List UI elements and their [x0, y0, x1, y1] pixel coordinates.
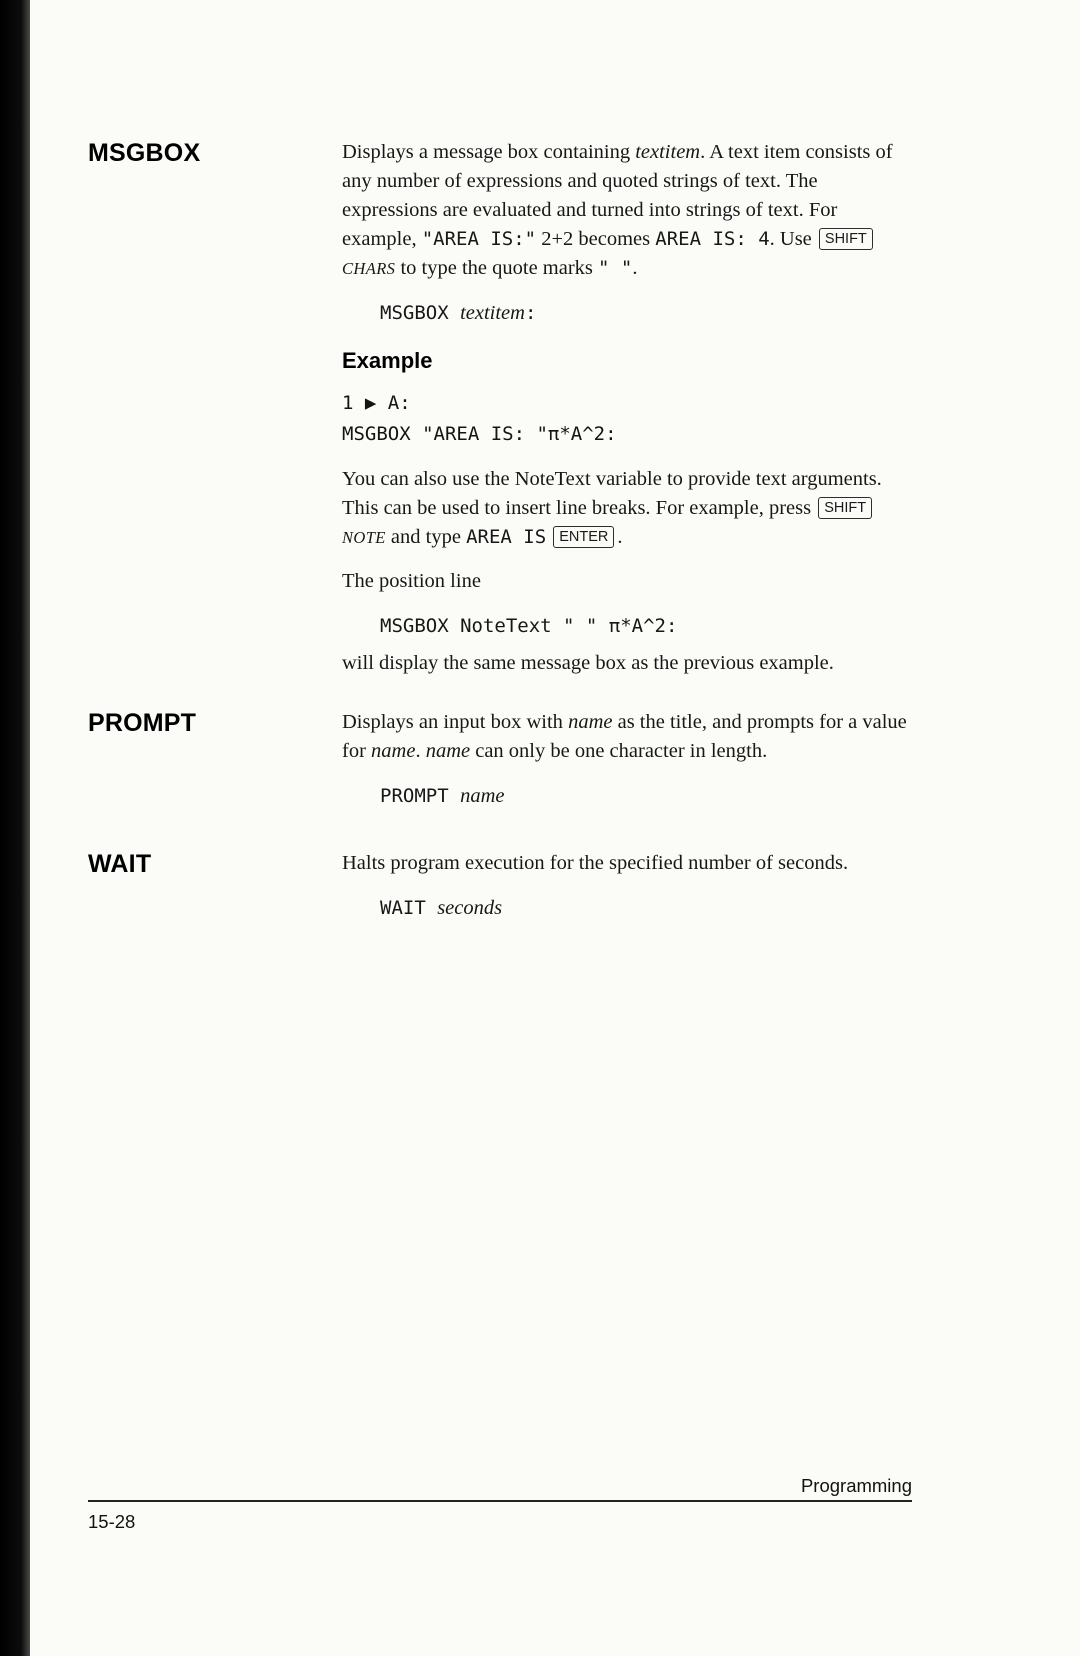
- page-footer: [88, 1475, 912, 1533]
- msgbox-description: [342, 138, 912, 283]
- text-segment: CHARS: [342, 259, 396, 278]
- text-segment: 1 ▶ A:: [342, 392, 411, 414]
- margin-heading-column: [88, 138, 342, 678]
- text-segment: name: [425, 740, 471, 762]
- section-prompt: [88, 708, 912, 819]
- text-segment: name: [371, 740, 416, 762]
- text-segment: 2+2 becomes: [536, 228, 656, 250]
- msgbox-notetext-code-line: [342, 612, 912, 641]
- margin-heading-column: [88, 708, 342, 819]
- text-segment: AREA IS: [466, 526, 547, 548]
- text-segment: " ": [598, 257, 633, 279]
- msgbox-closing-paragraph: [342, 649, 912, 678]
- text-segment: will display the same message box as the previous example.: [342, 652, 834, 674]
- text-segment: . A text item consists of any number of expressions and quoted strings of text. The expressions are evaluated and turned into strings of text. For example,: [342, 141, 893, 250]
- text-segment: .: [632, 257, 638, 279]
- text-segment: You can also use the NoteText variable to provide text arguments. This can be used to insert line breaks. For example, press: [342, 468, 882, 519]
- wait-description: [342, 849, 912, 878]
- text-segment: and type: [385, 526, 467, 548]
- section-heading-wait: WAIT: [88, 850, 152, 878]
- text-segment: MSGBOX: [380, 302, 461, 324]
- text-segment: Displays an input box with: [342, 711, 569, 733]
- text-segment: seconds: [437, 897, 503, 919]
- text-segment: .: [415, 740, 426, 762]
- section-wait: [88, 849, 912, 931]
- msgbox-syntax-line: [342, 299, 912, 328]
- margin-heading-column: [88, 849, 342, 931]
- text-segment: .: [617, 526, 623, 548]
- text-segment: MSGBOX "AREA IS: "π*A^2:: [342, 423, 617, 445]
- msgbox-notetext-paragraph: [342, 465, 912, 552]
- text-segment: textitem: [635, 141, 701, 163]
- text-segment: [546, 526, 551, 548]
- example-heading: Example: [342, 348, 433, 373]
- example-code-block: [342, 388, 912, 450]
- text-segment: "AREA IS:": [421, 228, 537, 250]
- section-body-msgbox: [342, 138, 912, 678]
- text-segment: name: [460, 785, 505, 807]
- scan-edge: [0, 0, 30, 1656]
- prompt-syntax-line: [342, 782, 912, 811]
- text-segment: NOTE: [342, 528, 386, 547]
- text-segment: The position line: [342, 570, 481, 592]
- msgbox-position-line-paragraph: [342, 567, 912, 596]
- footer-chapter-label: Programming: [800, 1475, 912, 1496]
- text-segment: PROMPT: [380, 785, 461, 807]
- text-segment: can only be one character in length.: [470, 740, 768, 762]
- footer-page-number: 15-28: [88, 1511, 136, 1532]
- section-body-prompt: [342, 708, 912, 819]
- page-content: [88, 138, 912, 961]
- text-segment: . Use: [769, 228, 817, 250]
- section-heading-prompt: PROMPT: [88, 709, 197, 737]
- text-segment: MSGBOX NoteText " " π*A^2:: [380, 615, 678, 637]
- example-code-line: [342, 419, 912, 450]
- text-segment: WAIT: [380, 897, 438, 919]
- example-code-line: [342, 388, 912, 419]
- text-segment: Halts program execution for the specified number of seconds.: [342, 852, 849, 874]
- text-segment: as the title, and prompts for a value for: [342, 711, 907, 762]
- text-segment: to type the quote marks: [395, 257, 599, 279]
- section-heading-msgbox: MSGBOX: [88, 139, 201, 167]
- enter-key: ENTER: [553, 526, 614, 548]
- text-segment: Displays a message box containing: [342, 141, 636, 163]
- section-body-wait: [342, 849, 912, 931]
- text-segment: :: [524, 302, 537, 324]
- text-segment: AREA IS: 4: [655, 228, 770, 250]
- text-segment: name: [568, 711, 613, 733]
- shift-key: SHIFT: [818, 497, 872, 519]
- section-msgbox: [88, 138, 912, 678]
- shift-key: SHIFT: [819, 228, 873, 250]
- wait-syntax-line: [342, 894, 912, 923]
- text-segment: textitem: [460, 302, 525, 324]
- prompt-description: [342, 708, 912, 766]
